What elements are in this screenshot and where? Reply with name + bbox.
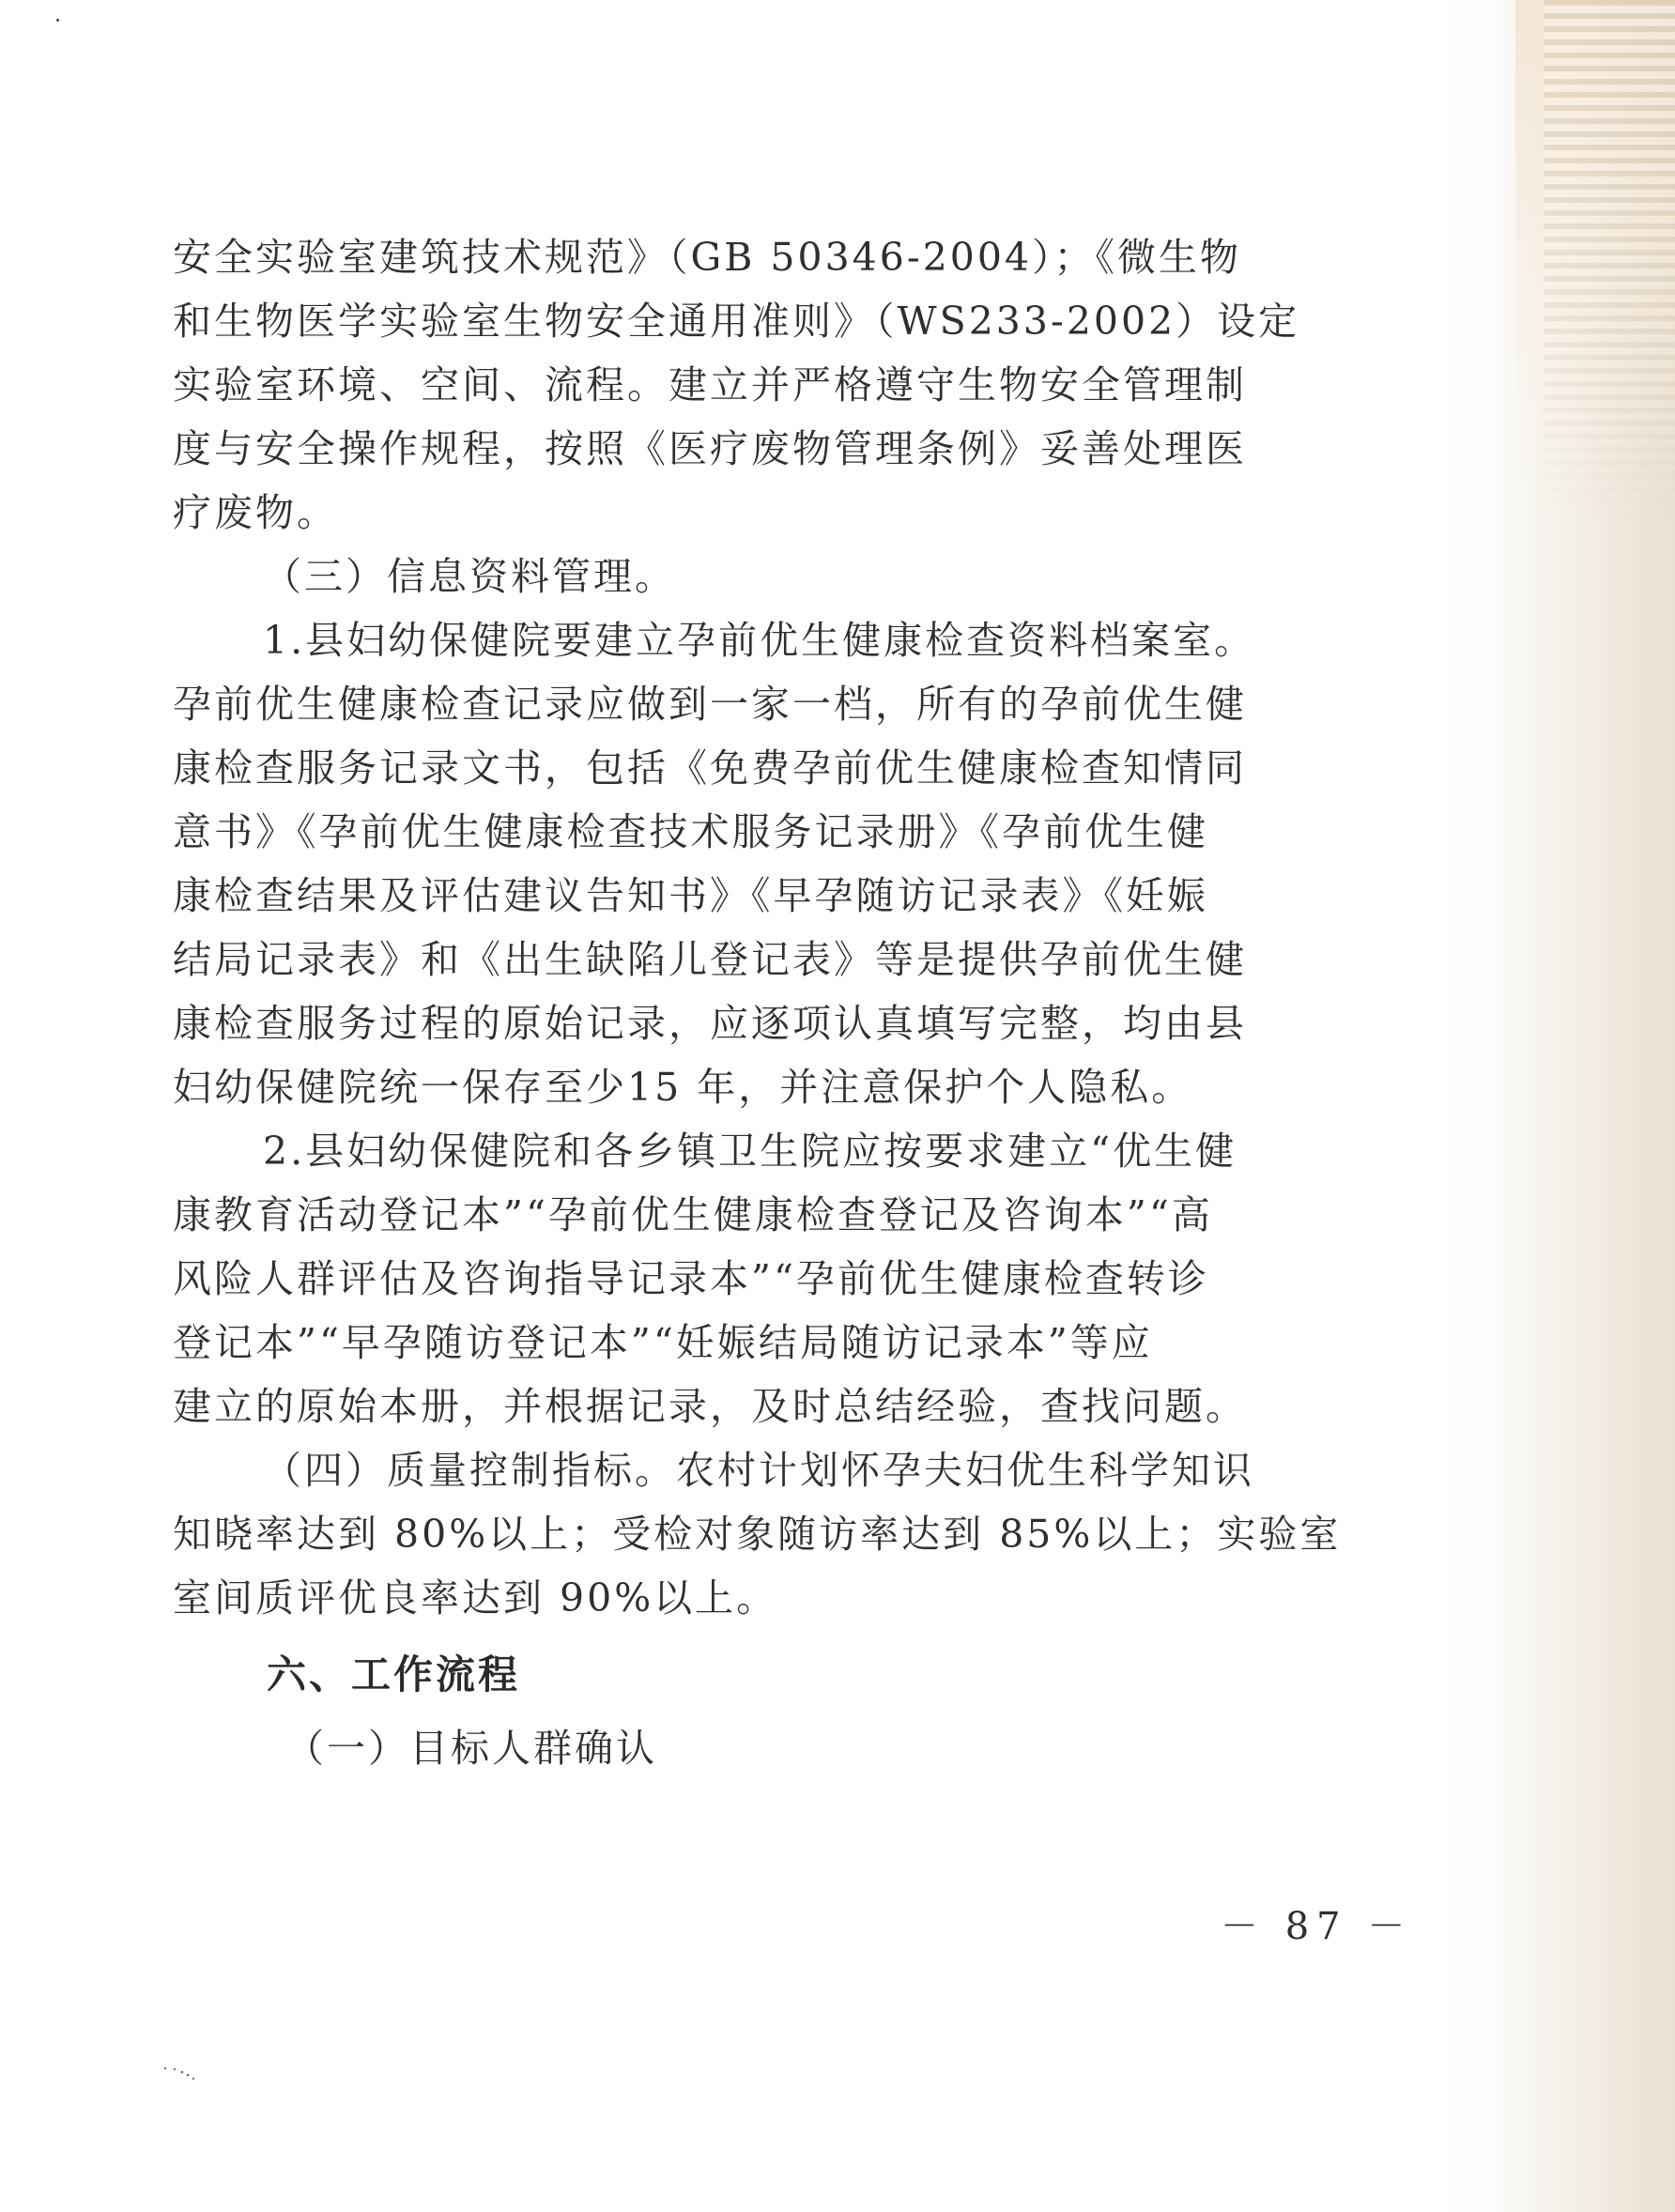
text-line: 风险人群评估及咨询指导记录本”“孕前优生健康检查转诊 bbox=[173, 1256, 1209, 1301]
text-line: 2.县妇幼保健院和各乡镇卫生院应按要求建立“优生健 bbox=[263, 1129, 1237, 1174]
subsection-title-quality: （四）质量控制指标。农村计划怀孕夫妇优生科学知识 bbox=[263, 1448, 1254, 1493]
text-line: 康检查服务过程的原始记录，应逐项认真填写完整，均由县 bbox=[173, 1001, 1247, 1046]
text-line: 疗废物。 bbox=[173, 490, 338, 535]
text-line: 知晓率达到 80%以上；受检对象随访率达到 85%以上；实验室 bbox=[173, 1512, 1342, 1557]
text-line: 和生物医学实验室生物安全通用准则》（WS233-2002）设定 bbox=[173, 299, 1300, 344]
subsection-title-info: （三）信息资料管理。 bbox=[263, 554, 676, 599]
text-line: 室间质评优良率达到 90%以上。 bbox=[173, 1575, 778, 1621]
text-line: 孕前优生健康检查记录应做到一家一档，所有的孕前优生健 bbox=[173, 682, 1247, 727]
page-number: － 87 － bbox=[1221, 1905, 1413, 1948]
scan-scuff-mark bbox=[160, 2061, 216, 2083]
text-line: 康检查服务记录文书，包括《免费孕前优生健康检查知情同 bbox=[173, 745, 1247, 791]
text-line: 度与安全操作规程，按照《医疗废物管理条例》妥善处理医 bbox=[173, 426, 1247, 471]
text-line: 安全实验室建筑技术规范》（GB 50346-2004）；《微生物 bbox=[173, 235, 1242, 280]
text-line: 结局记录表》和《出生缺陷儿登记表》等是提供孕前优生健 bbox=[173, 937, 1247, 982]
text-line: 建立的原始本册，并根据记录，及时总结经验，查找问题。 bbox=[173, 1384, 1247, 1429]
text-line: 实验室环境、空间、流程。建立并严格遵守生物安全管理制 bbox=[173, 362, 1247, 407]
text-line: 康教育活动登记本”“孕前优生健康检查登记及咨询本”“高 bbox=[173, 1192, 1213, 1237]
text-line: 意书》《孕前优生健康检查技术服务记录册》《孕前优生健 bbox=[173, 809, 1208, 854]
body-text bbox=[173, 225, 1342, 1780]
subsection-heading: （一）目标人群确认 bbox=[285, 1726, 657, 1771]
text-line: 妇幼保健院统一保存至少15 年，并注意保护个人隐私。 bbox=[173, 1065, 1193, 1110]
section-heading: 六、工作流程 bbox=[267, 1651, 521, 1697]
text-line: 登记本”“早孕随访登记本”“妊娠结局随访记录本”等应 bbox=[173, 1320, 1153, 1365]
scan-speck bbox=[56, 19, 59, 22]
page-stack-edge bbox=[1544, 0, 1675, 526]
text-line: 康检查结果及评估建议告知书》《早孕随访记录表》《妊娠 bbox=[173, 873, 1208, 918]
text-line: 1.县妇幼保健院要建立孕前优生健康检查资料档案室。 bbox=[263, 618, 1256, 663]
